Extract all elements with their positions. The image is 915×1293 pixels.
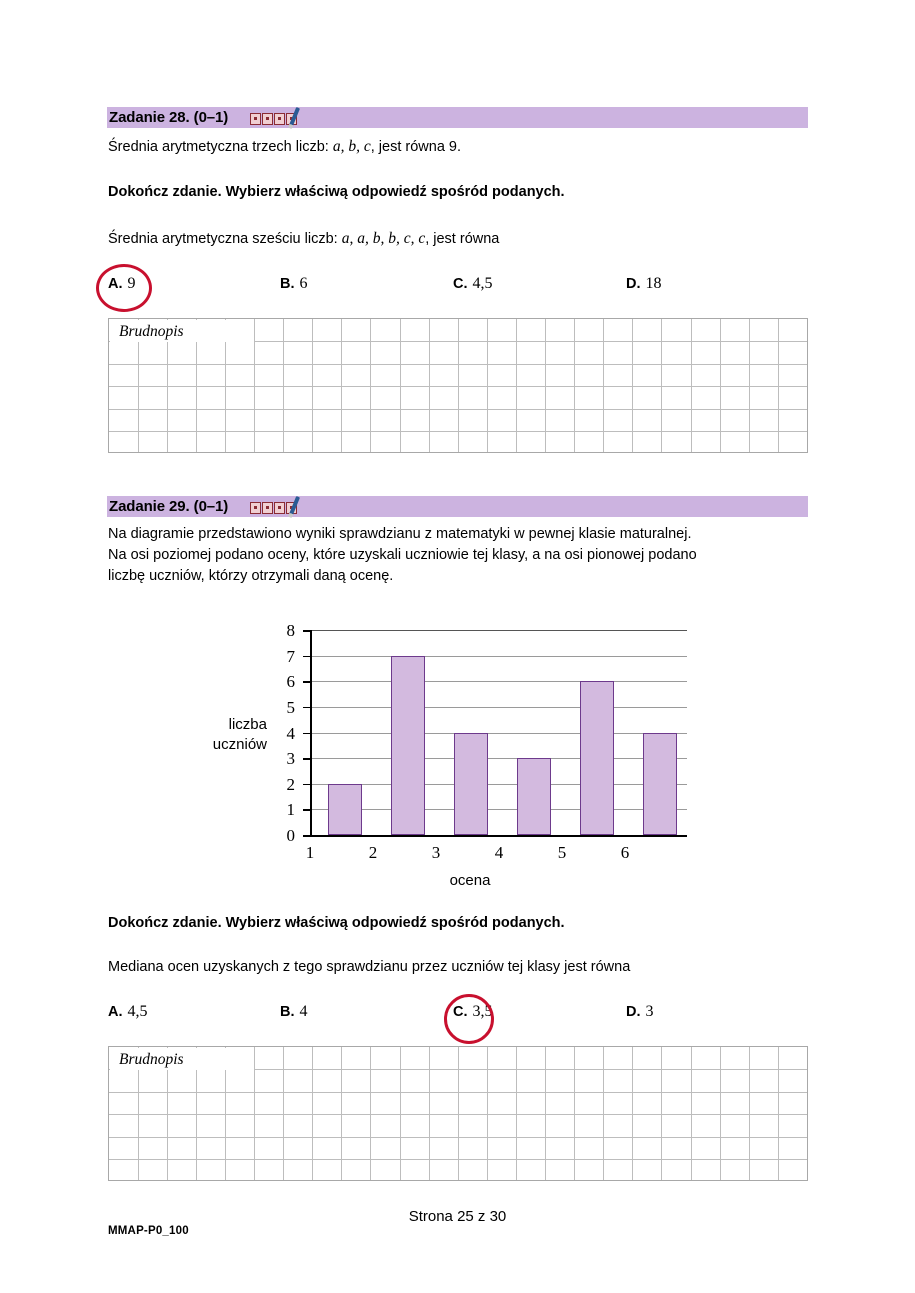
page-number: Strona 25 z 30 bbox=[408, 1208, 507, 1225]
task-29-option-b-label: B. bbox=[280, 1004, 295, 1020]
task-28-scratch-area[interactable] bbox=[108, 318, 808, 453]
chart-x-axis bbox=[310, 835, 687, 837]
task-29-option-a-label: A. bbox=[108, 1004, 123, 1020]
task-29-description-line-2: Na osi poziomej podano oceny, które uzyskali uczniowie tej klasy, a na osi pionowej podano bbox=[108, 547, 697, 563]
chart-xtick-3: 3 bbox=[431, 843, 441, 862]
task-28-option-a-value: 9 bbox=[127, 275, 136, 292]
chart-plot-area bbox=[310, 630, 687, 835]
task-28-title: Zadanie 28. (0–1) bbox=[109, 109, 229, 126]
document-code: MMAP-P0_100 bbox=[108, 1225, 189, 1237]
task-29-option-d-value: 3 bbox=[645, 1003, 654, 1020]
chart-ytick-4: 4 bbox=[286, 723, 295, 743]
grades-bar-chart bbox=[195, 615, 715, 900]
task-29-title: Zadanie 29. (0–1) bbox=[109, 498, 229, 515]
task-29-option-d[interactable] bbox=[626, 1003, 654, 1021]
task-29-option-c[interactable] bbox=[453, 1003, 493, 1021]
chart-y-axis bbox=[310, 630, 312, 836]
pencil-boxes-icon bbox=[250, 497, 302, 517]
chart-xtick-2: 2 bbox=[368, 843, 378, 862]
task-28-options bbox=[108, 275, 808, 299]
chart-bar-1 bbox=[328, 784, 362, 835]
task-29-stem: Mediana ocen uzyskanych z tego sprawdzianu przez uczniów tej klasy jest równa bbox=[108, 959, 631, 975]
pencil-boxes-icon bbox=[250, 108, 302, 128]
chart-xtick-6: 6 bbox=[620, 843, 630, 862]
chart-ytick-8: 8 bbox=[286, 621, 295, 640]
task-29-scratch-area[interactable] bbox=[108, 1046, 808, 1181]
task-28-intro-prefix: Średnia arytmetyczna trzech liczb: bbox=[108, 139, 329, 155]
task-28-option-b-label: B. bbox=[280, 276, 295, 292]
task-28-option-b-value: 6 bbox=[299, 275, 308, 292]
task-28-option-b[interactable] bbox=[280, 275, 308, 293]
chart-y-axis-title bbox=[177, 715, 267, 755]
task-29-option-c-label: C. bbox=[453, 1004, 468, 1020]
chart-ytick-5: 5 bbox=[286, 697, 295, 717]
task-29-instruction: Dokończ zdanie. Wybierz właściwą odpowiedź spośród podanych. bbox=[108, 915, 565, 931]
chart-bar-5 bbox=[580, 681, 614, 835]
task-29-option-a-value: 4,5 bbox=[127, 1003, 148, 1020]
chart-y-axis-title-line-2: uczniów bbox=[212, 736, 267, 753]
chart-ytick-2: 2 bbox=[286, 774, 295, 794]
chart-x-axis-title: ocena bbox=[449, 872, 491, 889]
task-28-intro-suffix: , jest równa 9. bbox=[370, 139, 461, 155]
task-29-option-b-value: 4 bbox=[299, 1003, 308, 1020]
chart-xtick-4: 4 bbox=[494, 843, 504, 862]
task-28-stem-suffix: , jest równa bbox=[425, 231, 500, 247]
task-28-option-a[interactable] bbox=[108, 275, 136, 293]
task-29-description-line-1: Na diagramie przedstawiono wyniki sprawdzianu z matematyki w pewnej klasie maturalnej. bbox=[108, 526, 692, 542]
task-28-intro bbox=[108, 136, 808, 158]
task-28-option-a-label: A. bbox=[108, 276, 123, 292]
task-28-option-d-value: 18 bbox=[645, 275, 662, 292]
task-28-stem-vars: a, a, b, b, c, c bbox=[341, 230, 426, 247]
chart-bar-4 bbox=[517, 758, 551, 835]
task-28-option-d-label: D. bbox=[626, 276, 641, 292]
chart-bar-2 bbox=[391, 656, 425, 835]
task-28-option-c[interactable] bbox=[453, 275, 493, 293]
task-29-option-c-value: 3,5 bbox=[472, 1003, 493, 1020]
task-29-option-d-label: D. bbox=[626, 1004, 641, 1020]
task-28-scratch-label: Brudnopis bbox=[119, 323, 188, 341]
task-28-option-c-label: C. bbox=[453, 276, 468, 292]
task-29-option-a[interactable] bbox=[108, 1003, 148, 1021]
chart-xtick-5: 5 bbox=[557, 843, 567, 862]
chart-xtick-1: 1 bbox=[305, 843, 315, 862]
task-29-scratch-label: Brudnopis bbox=[119, 1051, 188, 1069]
task-28-option-d[interactable] bbox=[626, 275, 662, 293]
chart-bar-6 bbox=[643, 733, 677, 836]
chart-bar-3 bbox=[454, 733, 488, 836]
task-28-header-band bbox=[107, 107, 808, 128]
task-29-options bbox=[108, 1003, 808, 1027]
task-28-option-c-value: 4,5 bbox=[472, 275, 493, 292]
chart-ytick-7: 7 bbox=[286, 646, 295, 666]
chart-ytick-0: 0 bbox=[286, 826, 295, 845]
task-29-description-line-3: liczbę uczniów, którzy otrzymali daną ocenę. bbox=[108, 568, 394, 584]
task-28-stem-prefix: Średnia arytmetyczna sześciu liczb: bbox=[108, 231, 338, 247]
chart-ytick-6: 6 bbox=[286, 672, 295, 692]
chart-y-axis-title-line-1: liczba bbox=[228, 716, 267, 733]
task-28-intro-vars: a, b, c bbox=[332, 138, 371, 155]
task-28-instruction: Dokończ zdanie. Wybierz właściwą odpowiedź spośród podanych. bbox=[108, 184, 565, 200]
task-29-header-band bbox=[107, 496, 808, 517]
task-28-stem bbox=[108, 228, 808, 250]
chart-ytick-3: 3 bbox=[286, 749, 295, 769]
chart-ytick-1: 1 bbox=[286, 800, 295, 820]
task-29-option-b[interactable] bbox=[280, 1003, 308, 1021]
